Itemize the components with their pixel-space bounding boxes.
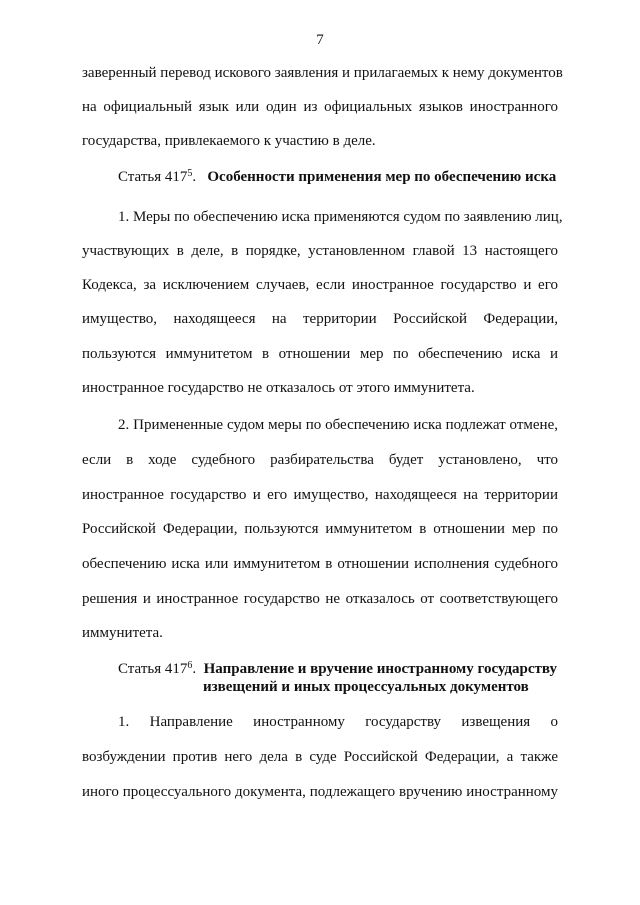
text-line: иного процессуального документа, подлежащего вручению иностранному (82, 784, 558, 800)
article-dot: . (192, 661, 197, 677)
text-line: возбуждении против него дела в суде Российской Федерации, а также (82, 749, 558, 765)
text-line: имущество, находящееся на территории Российской Федерации, (82, 311, 558, 327)
text-line: на официальный язык или один из официальных языков иностранного (82, 99, 558, 115)
text-line: Российской Федерации, пользуются иммунитетом в отношении мер по (82, 521, 558, 537)
text-line: 2. Примененные судом меры по обеспечению иска подлежат отмене, (118, 417, 558, 433)
text-line: иностранное государство не отказалось от этого иммунитета. (82, 380, 475, 396)
text-line: иностранное государство и его имущество, находящееся на территории (82, 487, 558, 503)
article-superscript: 6 (187, 660, 193, 671)
article-label: Статья 417 (118, 169, 188, 185)
article-label: Статья 417 (118, 661, 188, 677)
page-number: 7 (316, 32, 324, 48)
text-line: 1. Направление иностранному государству извещения о (118, 714, 558, 730)
article-title-line-1: Направление и вручение иностранному государству (203, 661, 557, 677)
text-line: решения и иностранное государство не отказалось от соответствующего (82, 591, 558, 607)
article-title-line-2: извещений и иных процессуальных документов (203, 679, 529, 695)
text-line: участвующих в деле, в порядке, установленном главой 13 настоящего (82, 243, 558, 259)
text-line: Кодекса, за исключением случаев, если иностранное государство и его (82, 277, 558, 293)
text-line: обеспечению иска или иммунитетом в отношении исполнения судебного (82, 556, 558, 572)
article-417-6-heading-line-2 (203, 678, 529, 696)
text-line: пользуются иммунитетом в отношении мер по обеспечению иска и (82, 346, 558, 362)
article-title: Особенности применения мер по обеспечению иска (207, 169, 557, 185)
article-dot: . (192, 169, 197, 185)
text-line: если в ходе судебного разбирательства будет установлено, что (82, 452, 558, 468)
article-417-5-heading (118, 168, 556, 186)
text-line: иммунитета. (82, 625, 163, 641)
article-superscript: 5 (187, 168, 193, 179)
text-line: 1. Меры по обеспечению иска применяются судом по заявлению лиц, (118, 209, 563, 225)
text-line: государства, привлекаемого к участию в деле. (82, 133, 376, 149)
article-417-6-heading (118, 660, 557, 678)
text-line: заверенный перевод искового заявления и прилагаемых к нему документов (82, 65, 563, 81)
